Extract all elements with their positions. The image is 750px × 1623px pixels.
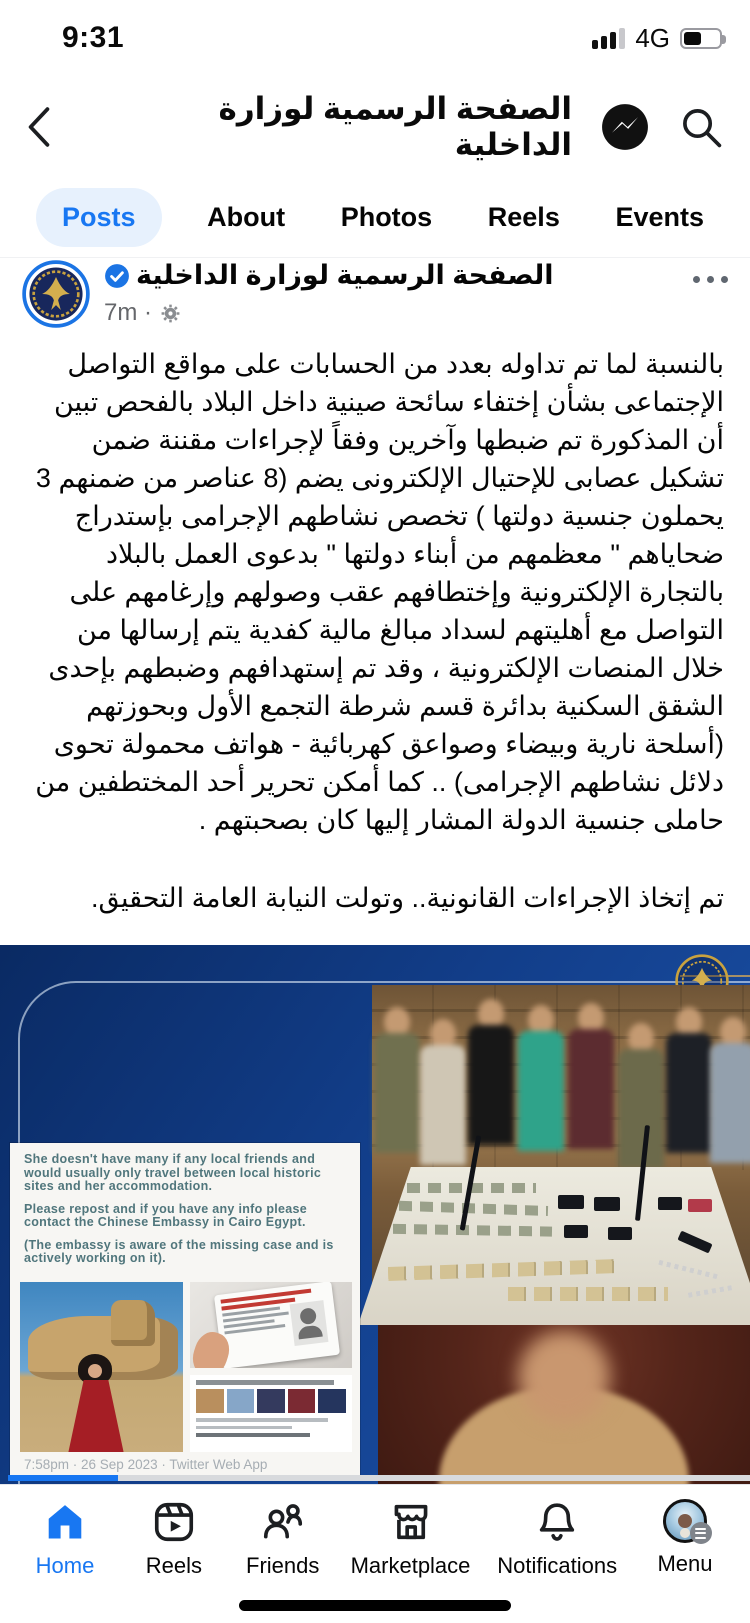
chevron-left-icon — [26, 106, 52, 148]
search-button[interactable] — [678, 104, 724, 150]
tab-events[interactable]: Events — [605, 188, 714, 247]
post-header-text — [90, 258, 693, 344]
signal-strength-icon — [592, 27, 625, 49]
messenger-button[interactable] — [600, 102, 650, 152]
id-card-photo — [190, 1282, 352, 1368]
nav-menu[interactable]: Menu — [644, 1499, 726, 1623]
blurred-person — [420, 1019, 466, 1165]
nav-marketplace[interactable]: Marketplace — [351, 1499, 471, 1623]
video-progress-bar[interactable] — [8, 1475, 750, 1481]
blurred-person — [468, 999, 514, 1145]
name-row — [104, 260, 693, 291]
reels-icon — [151, 1499, 197, 1545]
blurred-person — [710, 1017, 750, 1163]
arrested-person-photo — [378, 1325, 750, 1484]
hamburger-menu-icon — [690, 1522, 712, 1544]
tweet-timestamp: 7:58pm · 26 Sep 2023 · Twitter Web App — [24, 1457, 268, 1472]
webpage-screenshot — [190, 1375, 352, 1452]
network-type: 4G — [635, 22, 670, 53]
page-title: الصفحة الرسمية لوزارة الداخلية — [218, 91, 572, 162]
nav-friends[interactable]: Friends — [242, 1499, 324, 1623]
profile-tabs — [0, 178, 750, 258]
tweet-paragraph-3: (The embassy is aware of the missing case and is actively working on it). — [24, 1237, 334, 1265]
post-text-paragraph-1: بالنسبة لما تم تداوله بعدد من الحسابات على مواقع التواصل الإجتماعى بشأن إختفاء سائحة صينية داخل البلاد بالفحص تبين أن المذكورة تم ضبطها وآخرين وفقاً لإجراءات مقننة ضمن تشكيل عصابى للإحتيال الإلكترونى يضم (8 عناصر من ضمنهم 3 يحملون جنسية دولتها ) تخصص نشاطهم الإجرامى بإستدراج ضحاياهم " معظمهم من أبناء دولتها " بدعوى العمل بالبلاد بالتجارة الإلكترونية وإختطافهم عقب وصولهم وإرغامهم على التواصل مع أهليتهم لسداد مبالغ مالية كفدية يتم إرسالها من خلال المنصات الإلكترونية ، وقد تم إستهدافهم وضبطهم بإحدى الشقق السكنية بدائرة قسم شرطة التجمع الأول وبحوزتهم (أسلحة نارية وبيضاء وصواعق كهربائية - هواتف محمولة تحوى دلائل نشاطهم الإجرامى) .. كما أمكن تحرير أحد المختطفين من حاملى جنسية الدولة المشار إليها كان بصحبتهم . — [35, 349, 724, 835]
blurred-person — [518, 1005, 564, 1151]
blurred-face — [518, 1331, 610, 1423]
back-button[interactable] — [26, 102, 70, 152]
blurred-person — [618, 1023, 664, 1169]
tab-about[interactable]: About — [197, 188, 295, 247]
tourist-at-sphinx-photo — [20, 1282, 183, 1452]
post-options-button[interactable] — [693, 276, 728, 296]
bell-icon — [534, 1499, 580, 1545]
status-icons — [592, 23, 722, 54]
friends-icon — [260, 1499, 306, 1545]
marketplace-icon — [388, 1499, 434, 1545]
video-progress-fill — [8, 1475, 118, 1481]
nav-notifications[interactable]: Notifications — [497, 1499, 617, 1623]
nav-reels[interactable]: Reels — [133, 1499, 215, 1623]
post-text-paragraph-2: تم إتخاذ الإجراءات القانونية.. وتولت النيابة العامة التحقيق. — [90, 883, 724, 913]
post-body — [0, 345, 750, 998]
battery-icon — [680, 28, 722, 49]
page-header — [0, 88, 750, 166]
tweet-photos — [20, 1282, 352, 1452]
tweet-text — [10, 1143, 360, 1266]
avatar[interactable] — [22, 260, 90, 328]
messenger-icon — [600, 102, 650, 152]
tweet-screenshot-inset — [10, 1143, 360, 1480]
tweet-paragraph-1: She doesn't have many if any local friends and would usually only travel between local historic sites and her accommodation. — [24, 1152, 322, 1193]
ministry-emblem-icon — [22, 260, 90, 328]
post-header — [0, 258, 750, 344]
home-icon — [42, 1499, 88, 1545]
nav-home[interactable]: Home — [24, 1499, 106, 1623]
blurred-person — [568, 1003, 614, 1149]
tweet-right-column — [190, 1282, 352, 1452]
status-bar — [0, 0, 750, 62]
blurred-person — [666, 1007, 712, 1153]
post-media-image[interactable] — [0, 945, 750, 1484]
blurred-person — [374, 1007, 420, 1153]
gear-icon — [160, 303, 181, 324]
post-meta — [104, 299, 693, 327]
tab-photos[interactable]: Photos — [331, 188, 443, 247]
clock: 9:31 — [62, 21, 125, 54]
post-timestamp: 7m · — [104, 299, 152, 326]
post-page-name[interactable]: الصفحة الرسمية لوزارة الداخلية — [136, 260, 554, 290]
home-indicator[interactable] — [239, 1600, 511, 1611]
seized-items-table — [358, 1167, 750, 1325]
search-icon — [678, 104, 724, 150]
tweet-paragraph-2: Please repost and if you have any info please contact the Chinese Embassy in Cairo Egypt. — [24, 1201, 308, 1229]
verified-badge-icon — [104, 263, 130, 289]
tab-reels[interactable]: Reels — [478, 188, 570, 247]
tab-posts[interactable]: Posts — [36, 188, 162, 247]
profile-avatar-icon — [663, 1499, 707, 1543]
suspects-lineup-photo — [372, 985, 750, 1321]
